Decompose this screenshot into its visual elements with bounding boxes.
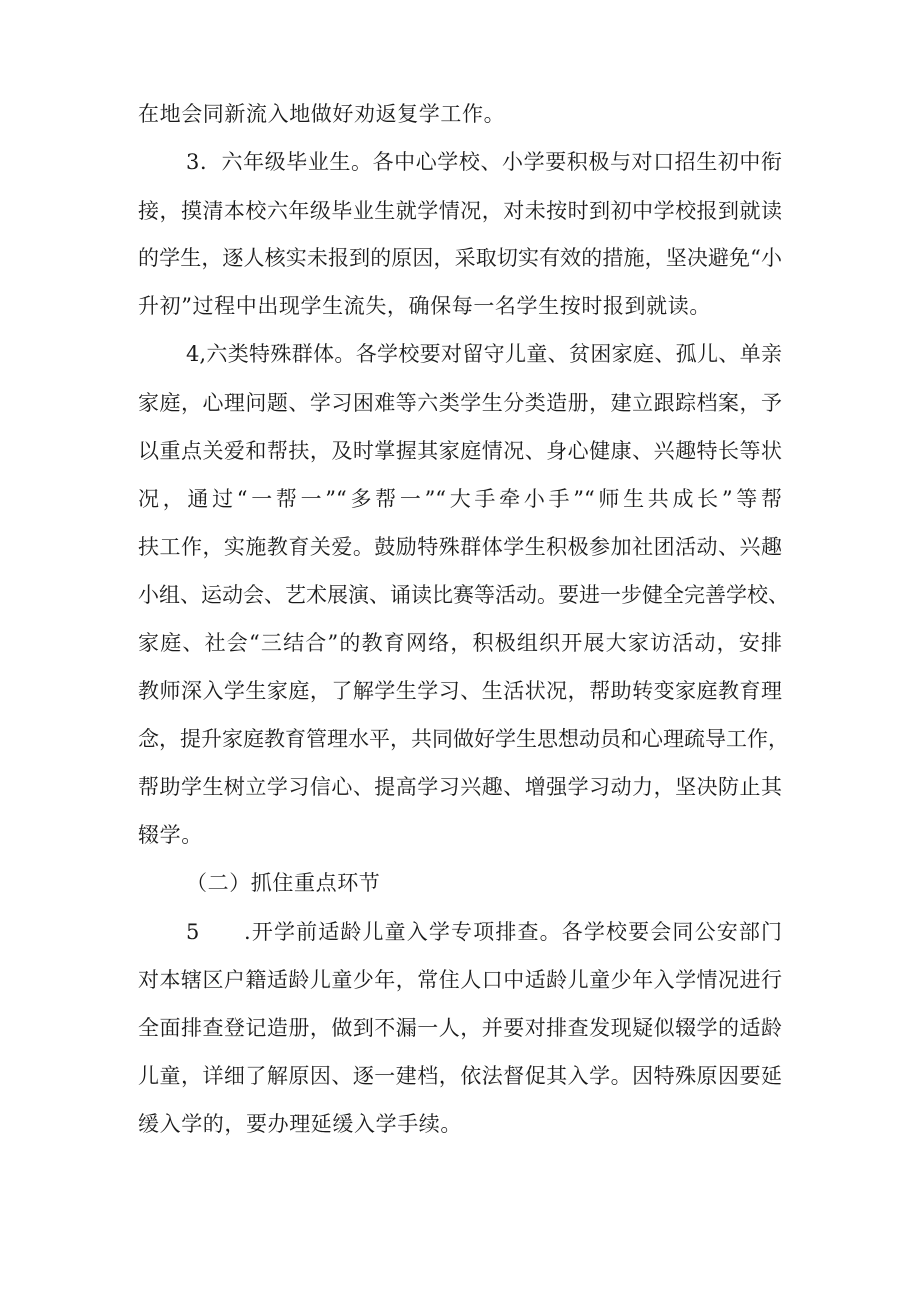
section-heading: （二）抓住重点环节: [186, 871, 381, 895]
text-line: 缓入学的，要办理延缓入学手续。: [138, 1112, 462, 1136]
text-line: 的学生，逐人核实未报到的原因，采取切实有效的措施，坚决避免“小: [138, 246, 782, 270]
text-line-item-5: .开学前适龄儿童入学专项排查。各学校要会同公安部门: [244, 920, 782, 944]
text-line: 念，提升家庭教育管理水平，共同做好学生思想动员和心理疏导工作，: [138, 727, 789, 751]
text-line: 以重点关爱和帮扶，及时掌握其家庭情况、身心健康、兴趣特长等状: [138, 439, 782, 463]
text-line-item-4: 4,六类特殊群体。各学校要对留守儿童、贫困家庭、孤儿、单亲: [186, 342, 782, 366]
text-line: 在地会同新流入地做好劝返复学工作。: [138, 102, 506, 126]
text-line: 况，通过“一帮一”“多帮一”“大手牵小手”“师生共成长”等帮: [138, 487, 782, 511]
text-line: 小组、运动会、艺术展演、诵读比赛等活动。要进一步健全完善学校、: [138, 583, 789, 607]
text-line: 升初”过程中出现学生流失，确保每一名学生按时报到就读。: [138, 294, 711, 318]
text-line: 家庭、社会“三结合”的教育网络，积极组织开展大家访活动，安排: [138, 631, 782, 655]
text-line: 扶工作，实施教育关爱。鼓励特殊群体学生积极参加社团活动、兴趣: [138, 535, 782, 559]
text-line: 教师深入学生家庭，了解学生学习、生活状况，帮助转变家庭教育理: [138, 679, 782, 703]
text-line: 全面排查登记造册，做到不漏一人，并要对排查发现疑似辍学的适龄: [138, 1016, 782, 1040]
item-number: 5: [186, 920, 200, 944]
text-line: 家庭，心理问题、学习困难等六类学生分类造册，建立跟踪档案，予: [138, 391, 782, 415]
text-line-item-3: 3．六年级毕业生。各中心学校、小学要积极与对口招生初中衔: [186, 150, 782, 174]
text-line: 对本辖区户籍适龄儿童少年，常住人口中适龄儿童少年入学情况进行: [138, 968, 782, 992]
text-line: 接，摸清本校六年级毕业生就学情况，对未按时到初中学校报到就读: [138, 199, 782, 223]
text-line: 儿童，详细了解原因、逐一建档，依法督促其入学。因特殊原因要延: [138, 1064, 782, 1088]
text-line: 辍学。: [138, 823, 203, 847]
text-line: 帮助学生树立学习信心、提高学习兴趣、增强学习动力，坚决防止其: [138, 775, 782, 799]
